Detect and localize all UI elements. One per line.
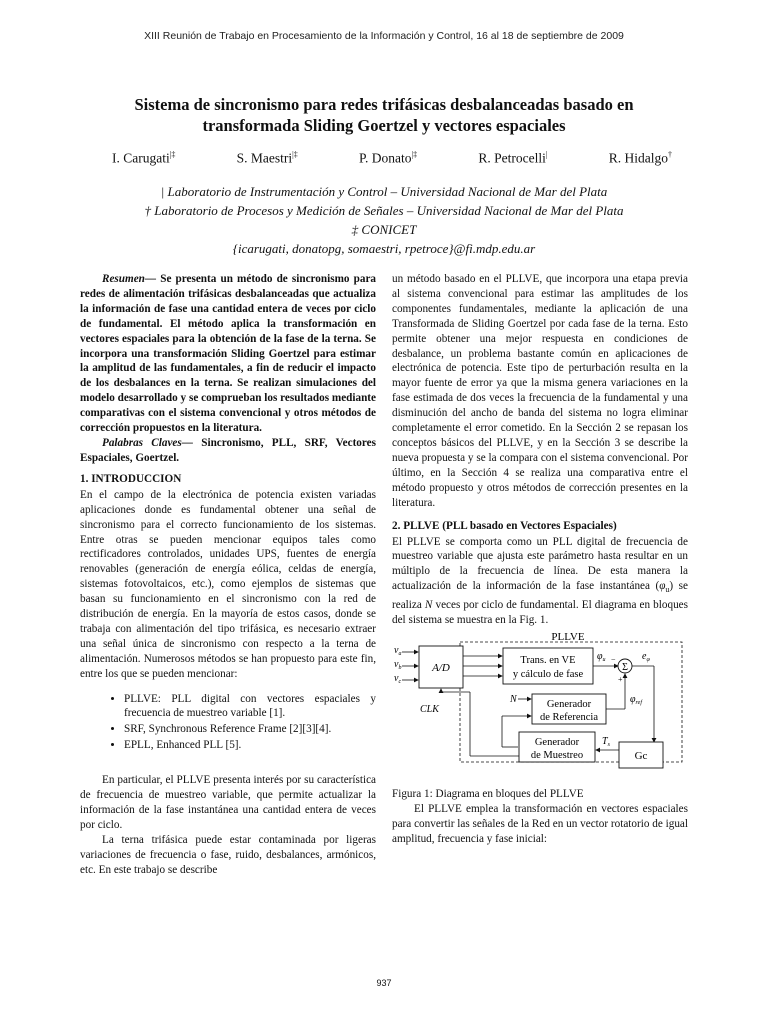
error-label: $e_\varphi$: [642, 651, 650, 664]
figure-caption: Figura 1: Diagrama en bloques del PLLVE: [392, 788, 584, 801]
phi-u-label: $\varphi_u$: [597, 651, 606, 664]
paper-title: [80, 94, 688, 136]
trans-label-1: Trans. en VE: [520, 655, 576, 667]
abstract: Resumen— Se presenta un método de sincronismo para redes de alimentación trifásicas desbalanceadas que actualiza la información de fase una cantidad entera de veces por ciclo de fundamental. El método aplica la transformación en vectores espaciales para la obtención de la fase de la terna. Se incorpora una transformación Sliding Goertzel para estimar la amplitud de las fundamentales, a fin de reducir el impacto de los desbalances en la terna. Se realizan simulaciones del modelo desarrollado y se comprueban los resultados mediante comparativas con el sistema convencional y otros métodos de corrección propuestos en la literatura.: [80, 273, 376, 435]
author-emails: {icarugati, donatopg, somaestri, rpetroce}@fi.mdp.edu.ar: [232, 241, 536, 256]
title-line-2: transformada Sliding Goertzel y vectores espaciales: [202, 116, 566, 135]
affiliations: [40, 182, 728, 258]
author: I. Carugati|‡: [112, 150, 176, 166]
author: R. Petrocelli|: [478, 150, 548, 166]
right-column: [392, 272, 688, 847]
right-paragraph-1: un método basado en el PLLVE, que incorpora una etapa previa al sistema convencional para estimar las amplitudes de los componentes fundamentales, mediante la aplicación de una Transformada de Sliding Goertzel por cada fase de la terna. Esto permite obtener una mejor respuesta en condiciones de desbalance, un problema bastante común en aplicaciones de electrónica de potencia. Este tipo de perturbación resulta en la mayor fuente de error ya que la misma genera variaciones en la fase estimada de dos veces la frecuencia de la fundamental y una disminución del ancho de banda del sistema no logra eliminar completamente el error cometido. En la Sección 2 se repasan los conceptos básicos del PLLVE, y en la Sección 3 se describe la nueva propuesta y se la compara con el sistema convencional. Por último, en la Sección 4 se realiza una comparativa entre el método propuesto y otros métodos de corrección presentes en la literatura.: [392, 273, 688, 509]
sum-symbol: Σ: [622, 662, 628, 674]
page-number: 937: [376, 978, 392, 988]
plus-sign: +: [618, 675, 623, 685]
input-vb: $v_b$: [394, 659, 402, 672]
gen-ref-label-1: Generador: [546, 699, 592, 711]
keywords: Palabras Claves— Sincronismo, PLL, SRF, Vectores Espaciales, Goertzel.: [80, 436, 376, 464]
gc-label: Gc: [634, 750, 648, 763]
gen-mue-label-2: de Muestreo: [530, 750, 584, 762]
trans-label-2: y cálculo de fase: [512, 669, 584, 681]
author: S. Maestri|‡: [236, 150, 298, 166]
gen-mue-label-1: Generador: [534, 737, 580, 749]
section-1-paragraph-2: En particular, el PLLVE presenta interés por su característica de frecuencia de muestreo variable, que permite actualizar la información de la fase instantánea una cantidad entera de veces por ciclo.: [80, 774, 376, 831]
affiliation-line: ‡ CONICET: [351, 222, 417, 237]
list-item: • PLLVE: PLL digital con vectores espaciales y frecuencia de muestreo variable [1].: [124, 692, 376, 722]
section-1-paragraph-1: En el campo de la electrónica de potencia existen variadas aplicaciones donde es fundamental obtener una señal de sincronismo para el correcto funcionamiento de los sistemas. Entre otras se pueden mencionar equipos tales como rectificadores controlados, unidades UPS, fuentes de energía renovables (generación de energía eólica, celdas de energía, sistemas fotovoltaicos, etc.), como ejemplos de sistemas que basan su funcionamiento en el sincronismo con la red de distribución de energía. En la mayoría de estos casos, donde se trabaja con alimentación del tipo trifásica, es necesario extraer una señal única de sincronismo con respecto a la terna de alimentación. Numerosos métodos se han propuesto para este fin, entre los que se pueden mencionar:: [80, 488, 376, 680]
author: P. Donato|‡: [358, 150, 418, 166]
clk-label: CLK: [420, 704, 439, 716]
author-list: [112, 150, 672, 167]
affiliation-line: | Laboratorio de Instrumentación y Control – Universidad Nacional de Mar del Plata: [160, 184, 608, 199]
phi-ref-label: $\varphi_{ref}$: [630, 694, 642, 707]
running-header: XIII Reunión de Trabajo en Procesamiento de la Información y Control, 16 al 18 de septiembre de 2009: [144, 30, 624, 42]
ad-label: A/D: [432, 662, 450, 675]
gen-ref-label-2: de Referencia: [539, 712, 599, 724]
section-2-paragraph-2: El PLLVE emplea la transformación en vectores espaciales para convertir las señales de la Red en un vector rotatorio de igual amplitud, frecuencia y fase inicial:: [392, 802, 688, 845]
input-vc: $v_c$: [394, 673, 402, 686]
methods-list: [80, 692, 376, 754]
n-label: N: [510, 694, 517, 706]
pllve-label: PLLVE: [551, 632, 585, 644]
list-item: • EPLL, Enhanced PLL [5].: [124, 738, 376, 753]
section-1-paragraph-3: La terna trifásica puede estar contaminada por ligeras variaciones de frecuencia o fase, ruido, desbalances, armónicos, etc. En este trabajo se describe: [80, 833, 376, 876]
affiliation-line: † Laboratorio de Procesos y Medición de Señales – Universidad Nacional de Mar del Plata: [144, 203, 624, 218]
author: R. Hidalgo†: [608, 150, 672, 166]
left-column: [80, 272, 376, 878]
list-item: • SRF, Synchronous Reference Frame [2][3][4].: [124, 722, 376, 737]
section-1-heading: 1. INTRODUCCION: [80, 472, 182, 485]
title-line-1: Sistema de sincronismo para redes trifásicas desbalanceadas basado en: [134, 95, 634, 114]
ts-label: $T_s$: [602, 736, 610, 749]
minus-sign: −: [611, 655, 616, 665]
input-va: $v_a$: [394, 645, 402, 658]
section-2-paragraph-1: El PLLVE se comporta como un PLL digital de frecuencia de muestreo variable que ajusta este parámetro hasta resultar en un múltiplo de la frecuencia de línea. De esta manera la actualización de la información de la fase instantánea $(\varphi_u)$ se realiza N veces por ciclo de fundamental. El diagrama en bloques del sistema se muestra en la Fig. 1.: [392, 535, 688, 627]
section-2-heading: 2. PLLVE (PLL basado en Vectores Espaciales): [392, 519, 617, 532]
pllve-block-diagram: [392, 632, 688, 782]
